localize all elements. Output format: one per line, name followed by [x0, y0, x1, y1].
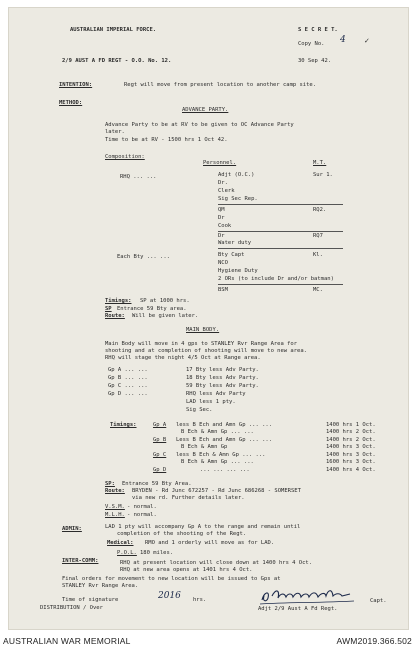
handwritten-signature [258, 584, 358, 606]
admin-line2: completion of the shooting of the Regt. [117, 531, 247, 537]
timing-gp-4: Gp C [153, 452, 167, 458]
medical-text: RMO and 1 orderly will move as for LAD. [145, 540, 275, 546]
rhq-personnel-0: Adjt (O.C.) [218, 172, 255, 178]
rule-line [218, 248, 343, 249]
adv-route-text: Will be given later. [132, 313, 199, 319]
admin-label: ADMIN: [62, 526, 82, 532]
distribution-note: DISTRIBUTION / Over [40, 605, 103, 611]
pol-label: P.O.L. [117, 550, 137, 556]
main-timings-label: Timings: [110, 422, 137, 428]
signatory-rank: Capt. [370, 598, 387, 604]
archive-name: AUSTRALIAN WAR MEMORIAL [3, 636, 131, 646]
main-route-label: Route: [105, 488, 125, 494]
rhq-personnel-7: Dr [218, 233, 225, 239]
copy-number: 4 [340, 35, 346, 45]
org-title: AUSTRALIAN IMPERIAL FORCE. [70, 27, 157, 33]
rhq-personnel-6: Cook [218, 223, 232, 229]
archive-reference: AWM2019.366.502 [336, 636, 412, 646]
adv-sp-text: Entrance 59 Bty area. [117, 306, 187, 312]
rhq-personnel-5: Dr [218, 215, 225, 221]
rule-line [218, 284, 343, 285]
main-line1: Main Body will move in 4 gps to STANLEY Rvr Range Area for [105, 341, 298, 347]
adv-sp-label: SP [105, 306, 112, 312]
group-label-3: Gp D ... ... [108, 391, 148, 397]
bty-personnel-2: Hygiene Duty [218, 268, 258, 274]
main-route-line2: via new rd. Further details later. [132, 495, 245, 501]
signatory-title: Adjt 2/9 Aust A Fd Regt. [258, 606, 338, 612]
advance-party-heading: ADVANCE PARTY. [182, 107, 229, 113]
main-route-line1: BRYDEN - Rd Junc 672257 - Rd Junc 686268 - SOMERSET [132, 488, 301, 494]
timing-time-4: 1400 hrs 3 Oct. [326, 452, 376, 458]
rhq-personnel-4: QM [218, 207, 225, 213]
composition-label: Composition: [105, 154, 145, 160]
vsm-label: V.S.M. [105, 504, 125, 510]
timing-detail-0: less B Ech and Amn Gp ... ... [176, 422, 273, 428]
rule-line [218, 231, 343, 232]
group-detail-5: Sig Sec. [186, 407, 213, 413]
timing-gp-2: Gp B [153, 437, 167, 443]
each-bty-label: Each Bty ... ... [117, 254, 170, 260]
bty-personnel-4: BSM [218, 287, 228, 293]
order-date: 30 Sep 42. [298, 58, 332, 64]
rhq-mt-7: RQ7 [313, 233, 323, 239]
group-label-2: Gp C ... ... [108, 383, 148, 389]
time-of-signature-value: 2016 [158, 591, 181, 601]
timing-time-3: 1400 hrs 3 Oct. [326, 444, 376, 450]
bty-personnel-0: Bty Capt [218, 252, 245, 258]
intercomm-line2: RHQ at new area opens at 1401 hrs 4 Oct. [120, 567, 253, 573]
timing-gp-6: Gp D [153, 467, 167, 473]
advance-line3: Time to be at RV - 1500 hrs 1 Oct 42. [105, 137, 228, 143]
timing-detail-6: ... ... ... ... [200, 467, 250, 473]
adv-timings-label: Timings: [105, 298, 132, 304]
intercomm-line1: RHQ at present location will close down at 1400 hrs 4 Oct. [120, 560, 313, 566]
bty-mt-4: MC. [313, 287, 323, 293]
mlh-label: M.L.H. [105, 512, 125, 518]
medical-label: Medical: [107, 540, 134, 546]
rhq-personnel-3: Sig Sec Rep. [218, 196, 258, 202]
pol-text: 180 miles. [140, 550, 174, 556]
timing-detail-4: less B Ech & Amn Gp ... ... [176, 452, 266, 458]
main-body-heading: MAIN BODY. [186, 327, 220, 333]
admin-line1: LAD 1 pty will accompany Gp A to the range and remain until [105, 524, 301, 530]
timing-detail-3: B Ech & Amn Gp [181, 444, 228, 450]
rhq-label: RHQ ... ... [120, 174, 157, 180]
timing-time-1: 1400 hrs 2 Oct. [326, 429, 376, 435]
main-sp-text: Entrance 59 Bty Area. [122, 481, 192, 487]
final-orders-line1: Final orders for movement to new location will be issued to Gps at [62, 576, 281, 582]
group-detail-1: 18 Bty less Adv Party. [186, 375, 259, 381]
group-label-0: Gp A ... ... [108, 367, 148, 373]
personnel-col-header: Personnel. [203, 160, 237, 166]
timing-time-5: 1600 hrs 3 Oct. [326, 459, 376, 465]
bty-personnel-1: NCO [218, 260, 228, 266]
timing-time-0: 1400 hrs 1 Oct. [326, 422, 376, 428]
intention-label: INTENTION: [59, 82, 93, 88]
final-orders-line2: STANLEY Rvr Range Area. [62, 583, 139, 589]
advance-line2: later. [105, 129, 125, 135]
timing-detail-1: B Ech & Amn Gp ... ... [181, 429, 254, 435]
timing-detail-5: B Ech & Amn Gp ... ... [181, 459, 254, 465]
rhq-personnel-2: Clerk [218, 188, 235, 194]
archive-footer [0, 630, 416, 653]
bty-personnel-3: 2 ORs (to include Dr and/or batman) [218, 276, 334, 282]
time-of-signature-unit: hrs. [193, 597, 207, 603]
timing-gp-0: Gp A [153, 422, 167, 428]
vsm-text: - normal. [127, 504, 157, 510]
time-of-signature-label: Time of signature [62, 597, 119, 603]
intention-text: Regt will move from present location to another camp site. [124, 82, 317, 88]
rule-line [218, 204, 343, 205]
timing-detail-2: Less B Ech and Amn Gp ... ... [176, 437, 273, 443]
rhq-mt-4: RQ2. [313, 207, 327, 213]
main-line3: RHQ will stage the night 4/5 Oct at Range area. [105, 355, 261, 361]
adv-timings-text: SP at 1000 hrs. [140, 298, 190, 304]
bty-mt-0: Kl. [313, 252, 323, 258]
group-label-1: Gp B ... ... [108, 375, 148, 381]
intercomm-label: INTER-COMM: [62, 558, 99, 564]
classification: S E C R E T. [298, 27, 338, 33]
group-detail-3: RHQ less Adv Party [186, 391, 246, 397]
group-detail-4: LAD less 1 pty. [186, 399, 236, 405]
method-label: METHOD: [59, 100, 83, 106]
rhq-personnel-1: Dr. [218, 180, 228, 186]
timing-time-2: 1400 hrs 2 Oct. [326, 437, 376, 443]
advance-line1: Advance Party to be at RV to be given to OC Advance Party [105, 122, 294, 128]
timing-time-6: 1400 hrs 4 Oct. [326, 467, 376, 473]
rhq-mt-0: Sur 1. [313, 172, 333, 178]
mlh-text: - normal. [127, 512, 157, 518]
main-line2: shooting and at completion of shooting will move to new area. [105, 348, 307, 354]
mt-col-header: M.T. [313, 160, 327, 166]
group-detail-0: 17 Bty less Adv Party. [186, 367, 259, 373]
adv-route-label: Route: [105, 313, 125, 319]
unit-order: 2/9 AUST A FD REGT - O.O. No. 12. [62, 58, 172, 64]
main-sp-label: SP: [105, 481, 115, 487]
group-detail-2: 59 Bty less Adv Party. [186, 383, 259, 389]
rhq-personnel-8: Water duty [218, 240, 252, 246]
copy-label: Copy No. [298, 41, 325, 47]
check-mark-icon: ✓ [364, 37, 370, 45]
